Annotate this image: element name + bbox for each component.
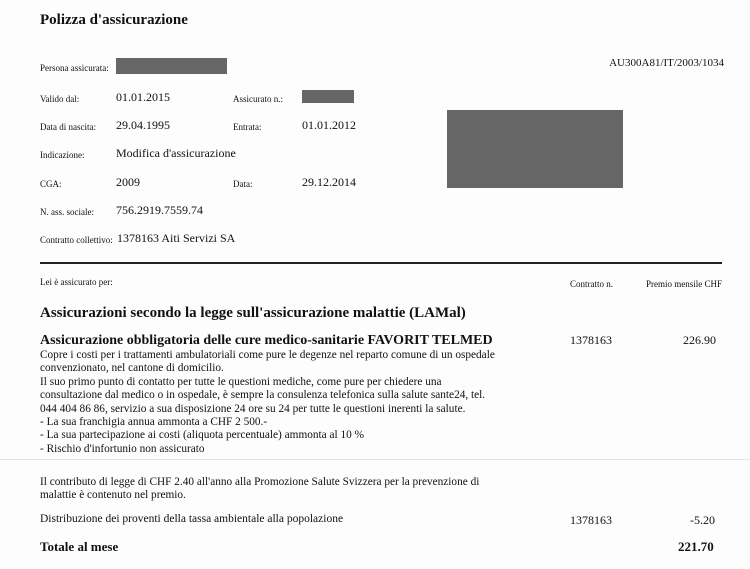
collective-label: Contratto collettivo: xyxy=(40,235,113,245)
description-line: - La sua franchigia annua ammonta a CHF 2 500.- xyxy=(40,416,268,429)
contribution-note xyxy=(40,476,479,503)
redacted-insured-number xyxy=(302,90,354,103)
section-divider xyxy=(40,262,722,264)
date-value: 29.12.2014 xyxy=(302,175,356,189)
insured-for-heading: Lei è assicurato per: xyxy=(40,277,113,287)
redacted-insured-name xyxy=(116,58,227,74)
valid-from-label: Valido dal: xyxy=(40,94,80,104)
valid-from-value: 01.01.2015 xyxy=(116,90,170,104)
description-line: convenzionato, nel cantone di domicilio. xyxy=(40,362,224,375)
social-no-label: N. ass. sociale: xyxy=(40,207,94,217)
document-reference: AU300A81/IT/2003/1034 xyxy=(609,57,724,69)
distribution-amount: -5.20 xyxy=(690,513,715,527)
scan-artifact-line xyxy=(0,459,750,460)
entry-label: Entrata: xyxy=(233,122,262,132)
product-title: Assicurazione obbligatoria delle cure medico-sanitarie FAVORIT TELMED xyxy=(40,333,493,348)
indication-value: Modifica d'assicurazione xyxy=(116,146,236,160)
description-line: Copre i costi per i trattamenti ambulatoriali come pure le degenze nel reparto comune di un ospedale xyxy=(40,349,495,361)
insured-person-label: Persona assicurata: xyxy=(40,63,109,73)
date-label: Data: xyxy=(233,179,253,189)
description-line: - La sua partecipazione ai costi (aliquota percentuale) ammonta al 10 % xyxy=(40,429,365,442)
lamal-section-title: Assicurazioni secondo la legge sull'assicurazione malattie (LAMal) xyxy=(40,305,466,321)
total-label: Totale al mese xyxy=(40,539,119,554)
contribution-line: Il contributo di legge di CHF 2.40 all'anno alla Promozione Salute Svizzera per la prevenzione di xyxy=(40,476,480,488)
birth-date-value: 29.04.1995 xyxy=(116,118,170,132)
document-title: Polizza d'assicurazione xyxy=(40,12,188,28)
product-contract-number: 1378163 xyxy=(570,333,612,347)
cga-label: CGA: xyxy=(40,179,62,189)
description-line: 044 404 86 86, servizio a sua disposizione 24 ore su 24 per tutte le questioni inerenti la salute. xyxy=(40,402,466,415)
indication-label: Indicazione: xyxy=(40,150,85,160)
collective-value: 1378163 Aiti Servizi SA xyxy=(117,231,236,245)
cga-value: 2009 xyxy=(116,175,140,189)
product-premium: 226.90 xyxy=(683,333,716,347)
birth-date-label: Data di nascita: xyxy=(40,122,96,132)
redacted-address-block xyxy=(447,110,623,188)
distribution-contract-number: 1378163 xyxy=(570,513,612,527)
contribution-line: malattie è contenuto nel premio. xyxy=(40,489,186,502)
description-line: Il suo primo punto di contatto per tutte le questioni mediche, come pure per chiedere una xyxy=(40,375,442,388)
monthly-premium-heading: Premio mensile CHF xyxy=(646,279,722,289)
insured-no-label: Assicurato n.: xyxy=(233,94,283,104)
total-amount: 221.70 xyxy=(678,539,714,554)
description-line: consultazione dal medico o in ospedale, è sempre la consulenza telefonica sulla salute sante24, tel. xyxy=(40,389,486,402)
social-no-value: 756.2919.7559.74 xyxy=(116,203,203,217)
contract-no-heading: Contratto n. xyxy=(570,279,613,289)
description-line: - Rischio d'infortunio non assicurato xyxy=(40,442,205,455)
product-description xyxy=(40,349,495,456)
distribution-label: Distribuzione dei proventi della tassa ambientale alla popolazione xyxy=(40,513,344,525)
entry-value: 01.01.2012 xyxy=(302,118,356,132)
